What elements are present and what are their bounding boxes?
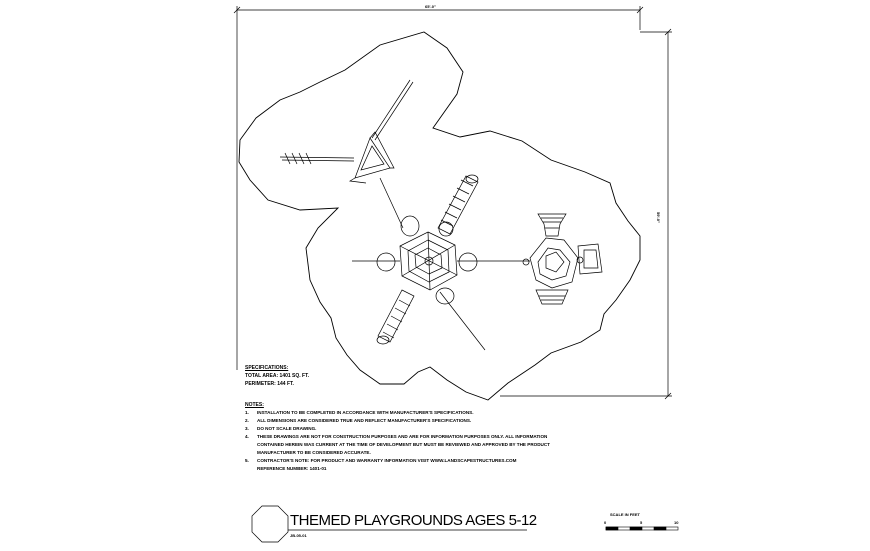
note-item	[245, 433, 675, 457]
notes-block	[245, 401, 675, 473]
scale-label-5: 5	[640, 520, 643, 525]
height-dimension-label: 59'-0"	[656, 212, 661, 223]
note-item	[245, 457, 675, 473]
note-number: 5.	[245, 458, 249, 463]
note-item	[245, 425, 675, 433]
height-dimension-line	[500, 29, 672, 399]
note-item	[245, 409, 675, 417]
triangle-deck-structure	[280, 80, 413, 228]
note-number: 4.	[245, 434, 249, 439]
note-number: 3.	[245, 426, 249, 431]
specifications-heading: SPECIFICATIONS:	[245, 365, 289, 371]
width-dimension-line	[234, 6, 643, 370]
note-number: 2.	[245, 418, 249, 423]
specifications-block	[245, 364, 309, 388]
note-number: 1.	[245, 410, 249, 415]
note-text: DO NOT SCALE DRAWING.	[257, 426, 317, 431]
note-item	[245, 417, 675, 425]
tube-slide-upper	[438, 175, 478, 234]
climber-structure	[523, 214, 602, 304]
play-area-boundary	[239, 32, 640, 400]
note-text: INSTALLATION TO BE COMPLETED IN ACCORDANCE WITH MANUFACTURER'S SPECIFICATIONS.	[257, 410, 474, 415]
note-text: CONTRACTOR'S NOTE: FOR PRODUCT AND WARRANTY INFORMATION VISIT WWW.LANDSCAPESTRUCTURES.COM REFERENCE NUMBER: 1401-01	[257, 458, 517, 471]
total-area-text: TOTAL AREA: 1401 SQ. FT.	[245, 373, 309, 379]
perimeter-text: PERIMETER: 144 FT.	[245, 381, 294, 387]
scale-bar-graphic	[606, 527, 678, 530]
drawing-number: JB-05-01	[290, 533, 307, 538]
title-octagon	[252, 506, 288, 542]
drawing-title: THEMED PLAYGROUNDS AGES 5-12	[290, 512, 537, 529]
scale-title: SCALE IN FEET	[610, 512, 641, 517]
scale-label-0: 0	[604, 520, 607, 525]
notes-heading: NOTES:	[245, 402, 264, 408]
width-dimension-label: 65'-0"	[425, 4, 436, 9]
note-text: THESE DRAWINGS ARE NOT FOR CONSTRUCTION PURPOSES AND ARE FOR INFORMATION PURPOSES ONLY. ALL INFORMATION CONTAINED HEREIN WAS CURRENT AT THE TIME OF DEVELOPMENT BUT MUST BE REVIEWED AND APPROVED BY THE PRODUCT MANUFACTURER TO BE CONSIDERED ACCURATE.	[257, 434, 550, 455]
tube-slide-lower	[377, 290, 414, 344]
scale-label-10: 10	[674, 520, 679, 525]
hex-web-deck	[352, 216, 530, 350]
note-text: ALL DIMENSIONS ARE CONSIDERED TRUE AND REFLECT MANUFACTURER'S SPECIFICATIONS.	[257, 418, 472, 423]
